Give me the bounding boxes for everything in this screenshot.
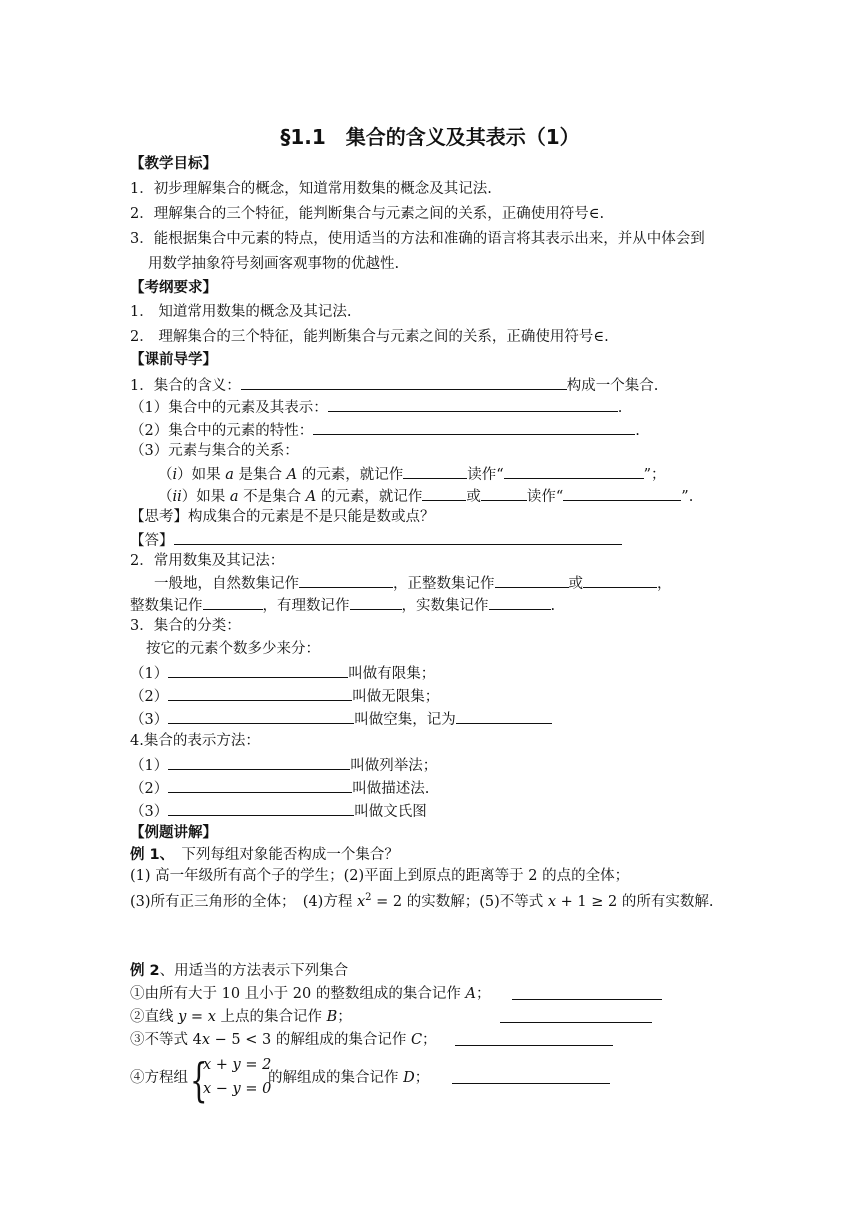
text: 或 <box>568 576 583 592</box>
fill-blank[interactable] <box>350 594 402 610</box>
var-A: A <box>305 489 317 505</box>
fill-blank[interactable] <box>299 572 393 588</box>
text: = <box>186 1009 208 1025</box>
var-x: x <box>207 1009 216 1025</box>
q1b-line: （2）集合中的元素的特性： . <box>130 419 640 441</box>
var-D: D <box>403 1070 415 1086</box>
ex2-label: 例 2 <box>130 963 160 979</box>
q4-label: 4.集合的表示方法： <box>130 733 260 749</box>
goal-item: 用数学抽象符号刻画客观事物的优越性. <box>148 256 400 272</box>
var-A: A <box>465 986 476 1002</box>
q2-label: 2．常用数集及其记法： <box>130 553 285 569</box>
q4-item <box>130 777 429 799</box>
text: ）如果 <box>181 489 226 505</box>
q1-line <box>130 374 658 396</box>
q1-tail: 构成一个集合. <box>566 378 659 394</box>
answer-blank[interactable] <box>452 1068 610 1084</box>
text: ③不等式 4 <box>130 1032 202 1048</box>
q4-item <box>130 754 437 776</box>
fill-blank[interactable] <box>456 708 552 724</box>
fill-blank[interactable] <box>168 754 350 770</box>
fill-blank[interactable] <box>168 685 352 701</box>
var-x: x <box>547 893 557 910</box>
text: (3)所有正三角形的全体； (4)方程 <box>130 893 353 910</box>
exponent: 2 <box>365 892 372 903</box>
fill-blank[interactable] <box>168 708 354 724</box>
text: 叫做空集，记为 <box>354 712 456 728</box>
fill-blank[interactable] <box>313 419 635 435</box>
text: ，有理数记作 <box>262 598 350 614</box>
fill-blank[interactable] <box>168 662 348 678</box>
fill-blank[interactable] <box>241 374 567 390</box>
page-title: §1.1 集合的含义及其表示（1） <box>280 125 580 149</box>
q4-item <box>130 800 427 822</box>
text: 不是集合 <box>243 489 302 505</box>
text: 或 <box>466 489 481 505</box>
text: 的元素，就记作 <box>301 467 404 483</box>
text: ”； <box>643 467 666 483</box>
var-y: y <box>178 1009 187 1025</box>
system-eq-2: x − y = 0 <box>203 1081 272 1097</box>
text: ）如果 <box>177 467 221 483</box>
var-C: C <box>410 1032 423 1048</box>
text: 是集合 <box>238 467 283 483</box>
paren-open: （ <box>158 467 173 483</box>
text: ； <box>422 1032 437 1048</box>
roman-numeral: ii <box>172 489 182 505</box>
examples-heading: 【例题讲解】 <box>130 825 217 841</box>
var-a: a <box>225 467 234 483</box>
text: 叫做列举法； <box>350 758 438 774</box>
ex2-item-1 <box>130 984 490 1004</box>
q3-item <box>130 685 439 707</box>
item-num: （1） <box>130 666 169 682</box>
fill-blank[interactable] <box>583 572 657 588</box>
text: ； <box>337 1009 352 1025</box>
text: 叫做无限集； <box>352 689 440 705</box>
text: 整数集记作 <box>130 598 203 614</box>
ex2-item-4: ④方程组 <box>130 1070 188 1086</box>
text: 的解组成的集合记作 <box>268 1070 404 1086</box>
var-a: a <box>229 489 239 505</box>
q1a-line: （1）集合中的元素及其表示： . <box>130 396 622 418</box>
answer-blank[interactable] <box>500 1007 652 1023</box>
text: = 2 的实数解；(5)不等式 <box>371 893 548 910</box>
text: ， <box>657 576 672 592</box>
text: ①由所有大于 10 且小于 20 的整数组成的集合记作 <box>130 986 466 1002</box>
ex1-line-2 <box>130 888 713 912</box>
text: 读作“ <box>467 467 504 483</box>
system-eq-1: x + y = 2 <box>203 1057 272 1073</box>
ex1-title <box>130 845 399 865</box>
fill-blank[interactable] <box>203 594 263 610</box>
ex1-question: 下列每组对象能否构成一个集合？ <box>166 847 399 863</box>
pre-heading: 【课前导学】 <box>130 352 217 368</box>
fill-blank[interactable] <box>495 572 569 588</box>
fill-blank[interactable] <box>563 485 681 501</box>
ex1-label: 例 1、 <box>130 847 167 863</box>
text: 读作“ <box>526 489 564 505</box>
text: 的元素，就记作 <box>320 489 423 505</box>
ex2-item-4-tail <box>268 1068 429 1088</box>
fill-blank[interactable] <box>168 800 354 816</box>
fill-blank[interactable] <box>168 777 352 793</box>
q2-line-2: 整数集记作 ，有理数记作 ，实数集记作 . <box>130 594 555 616</box>
text: − 5 < 3 的解组成的集合记作 <box>210 1032 411 1048</box>
text: ； <box>475 986 491 1002</box>
q3-label: 3．集合的分类： <box>130 618 241 634</box>
goals-heading: 【教学目标】 <box>130 156 217 172</box>
outline-item: 1． 知道常用数集的概念及其记法. <box>130 304 352 320</box>
think-line: 【思考】构成集合的元素是不是只能是数或点？ <box>130 509 435 525</box>
goal-item: 1．初步理解集合的概念，知道常用数集的概念及其记法. <box>130 181 492 197</box>
q3-item <box>130 662 435 684</box>
q1c-line: （3）元素与集合的关系： <box>130 443 299 459</box>
left-brace: { <box>190 1053 208 1107</box>
item-num: （2） <box>130 689 169 705</box>
goal-item: 2．理解集合的三个特征，能判断集合与元素之间的关系，正确使用符号∈. <box>130 206 605 222</box>
var-B: B <box>326 1009 338 1025</box>
text: 叫做有限集； <box>348 666 436 682</box>
q2-line-1 <box>154 572 672 594</box>
var-x: x <box>356 893 366 910</box>
q1-i-line <box>158 463 666 485</box>
ex2-title <box>130 961 348 981</box>
answer-blank[interactable] <box>512 984 662 1000</box>
q3-sub: 按它的元素个数多少来分： <box>146 641 320 657</box>
ex2-item-2 <box>130 1007 352 1027</box>
text: 叫做文氏图 <box>354 804 427 820</box>
var-x: x <box>201 1032 211 1048</box>
item-num: （2） <box>130 781 169 797</box>
q1b-label: （2）集合中的元素的特性： <box>130 423 314 439</box>
ex1-line-1: (1) 高一年级所有高个子的学生；(2)平面上到原点的距离等于 2 的点的全体； <box>130 868 630 884</box>
fill-blank[interactable] <box>489 594 551 610</box>
text: ，正整数集记作 <box>393 576 495 592</box>
ex2-item-3 <box>130 1030 437 1050</box>
text: ； <box>414 1070 430 1086</box>
q3-item <box>130 708 552 730</box>
goal-item: 3．能根据集合中元素的特点，使用适当的方法和准确的语言将其表示出来，并从中体会到 <box>130 231 705 247</box>
text: 一般地，自然数集记作 <box>154 576 299 592</box>
item-num: （1） <box>130 758 169 774</box>
fill-blank[interactable] <box>504 463 644 479</box>
fill-blank[interactable] <box>481 485 527 501</box>
fill-blank[interactable] <box>422 485 466 501</box>
roman-numeral: i <box>172 467 178 483</box>
item-num: （3） <box>130 712 169 728</box>
text: ②直线 <box>130 1009 179 1025</box>
ex2-question: 、用适当的方法表示下列集合 <box>159 963 349 979</box>
text: + 1 ≥ 2 的所有实数解. <box>556 893 714 910</box>
outline-heading: 【考纲要求】 <box>130 280 217 296</box>
q1a-label: （1）集合中的元素及其表示： <box>130 400 328 416</box>
fill-blank[interactable] <box>403 463 467 479</box>
outline-item: 2． 理解集合的三个特征，能判断集合与元素之间的关系，正确使用符号∈. <box>130 329 609 345</box>
q1-label: 1．集合的含义： <box>130 378 241 394</box>
answer-blank[interactable] <box>174 529 622 545</box>
text: ，实数集记作 <box>401 598 489 614</box>
text: ”. <box>681 489 694 505</box>
q1-ii-line <box>158 485 693 507</box>
item-num: （3） <box>130 804 169 820</box>
paren-open: （ <box>158 489 173 505</box>
answer-blank[interactable] <box>455 1030 613 1046</box>
answer-label: 【答】 <box>130 533 174 549</box>
text: 上点的集合记作 <box>215 1009 327 1025</box>
var-A: A <box>286 467 298 483</box>
fill-blank[interactable] <box>328 396 618 412</box>
answer-line <box>130 529 622 551</box>
text: 叫做描述法. <box>352 781 430 797</box>
